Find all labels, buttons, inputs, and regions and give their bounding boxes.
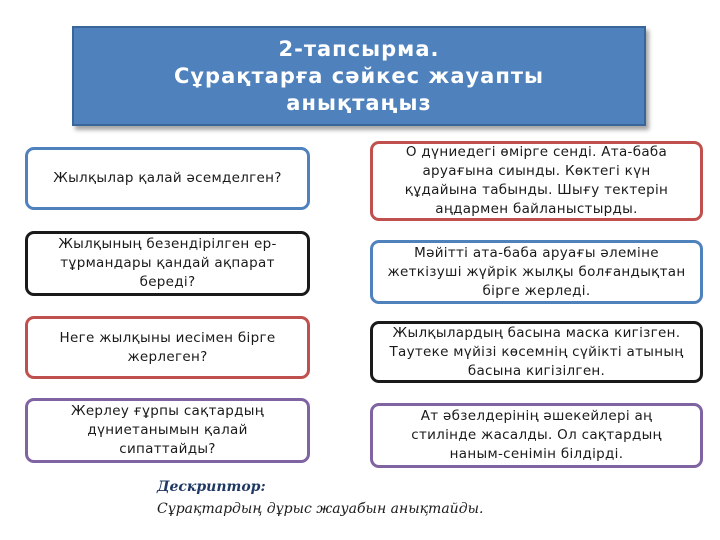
answer-box-1[interactable] <box>370 141 703 221</box>
answer-text: Ат әбзелдерінің әшекейлері аң стилінде жасалды. Ол сақтардың наным-сенімін білдірді. <box>411 408 662 462</box>
question-text: Неге жылқыны иесімен бірге жерлеген? <box>59 329 276 365</box>
descriptor-text: Сұрақтардың дұрыс жауабын анықтайды. <box>157 501 484 517</box>
descriptor <box>157 476 483 520</box>
task-number: 2-тапсырма. <box>278 36 440 61</box>
question-box-2[interactable] <box>25 231 310 296</box>
question-box-3[interactable] <box>25 316 310 379</box>
answer-text: Жылқылардың басына маска кигізген. Таутеке мүйізі көсемнің сүйікті атының басына кигізілген. <box>389 324 684 379</box>
answer-text: Мәйітті ата-баба аруағы әлеміне жеткізуші жүйрік жылқы болғандықтан бірге жерледі. <box>387 244 686 299</box>
answer-box-2[interactable] <box>370 240 703 304</box>
question-text: Жерлеу ғұрпы сақтардың дүниетанымын қалай сипаттайды? <box>70 403 264 457</box>
answer-box-4[interactable] <box>370 403 703 468</box>
question-text: Жылқылар қалай әсемделген? <box>53 170 282 186</box>
question-text: Жылқының безендірілген ер-тұрмандары қандай ақпарат береді? <box>58 236 277 290</box>
answer-text: О дүниедегі өмірге сенді. Ата-баба аруағына сиынды. Көктегі күн құдайына табынды. Шығу тектерін аңдармен байланыстырды. <box>404 144 669 217</box>
task-instruction-line1: Сұрақтарға сәйкес жауапты <box>173 63 545 88</box>
descriptor-heading: Дескриптор: <box>157 479 266 495</box>
question-box-1[interactable] <box>25 147 310 210</box>
question-box-4[interactable] <box>25 398 310 463</box>
task-instruction-line2: анықтаңыз <box>286 90 432 115</box>
task-title-banner <box>72 26 646 126</box>
answer-box-3[interactable] <box>370 321 703 383</box>
